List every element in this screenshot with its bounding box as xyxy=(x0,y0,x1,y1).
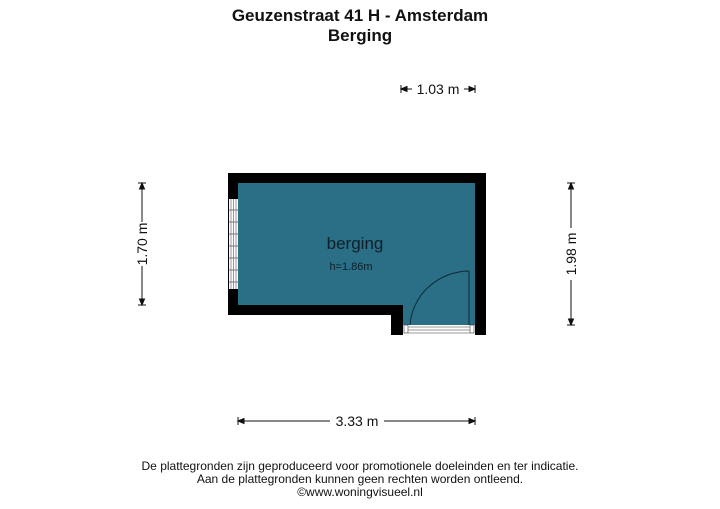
disclaimer-line-2: Aan de plattegronden kunnen geen rechten worden ontleend. xyxy=(196,472,524,486)
page-title: Geuzenstraat 41 H - Amsterdam xyxy=(231,6,489,25)
dimension-top-label: 1.03 m xyxy=(416,81,460,97)
room-height: h=1.86m xyxy=(329,261,373,273)
dimension-left-label: 1.70 m xyxy=(134,222,150,266)
dimension-right-label: 1.98 m xyxy=(563,232,579,276)
disclaimer-line-1: De plattegronden zijn geproduceerd voor promotionele doeleinden en ter indicatie. xyxy=(141,459,579,473)
copyright: ©www.woningvisueel.nl xyxy=(297,485,423,499)
room-name: berging xyxy=(326,234,384,253)
window-left xyxy=(229,199,238,289)
dimension-bottom-label: 3.33 m xyxy=(335,413,379,429)
page-subtitle: Berging xyxy=(327,26,393,45)
